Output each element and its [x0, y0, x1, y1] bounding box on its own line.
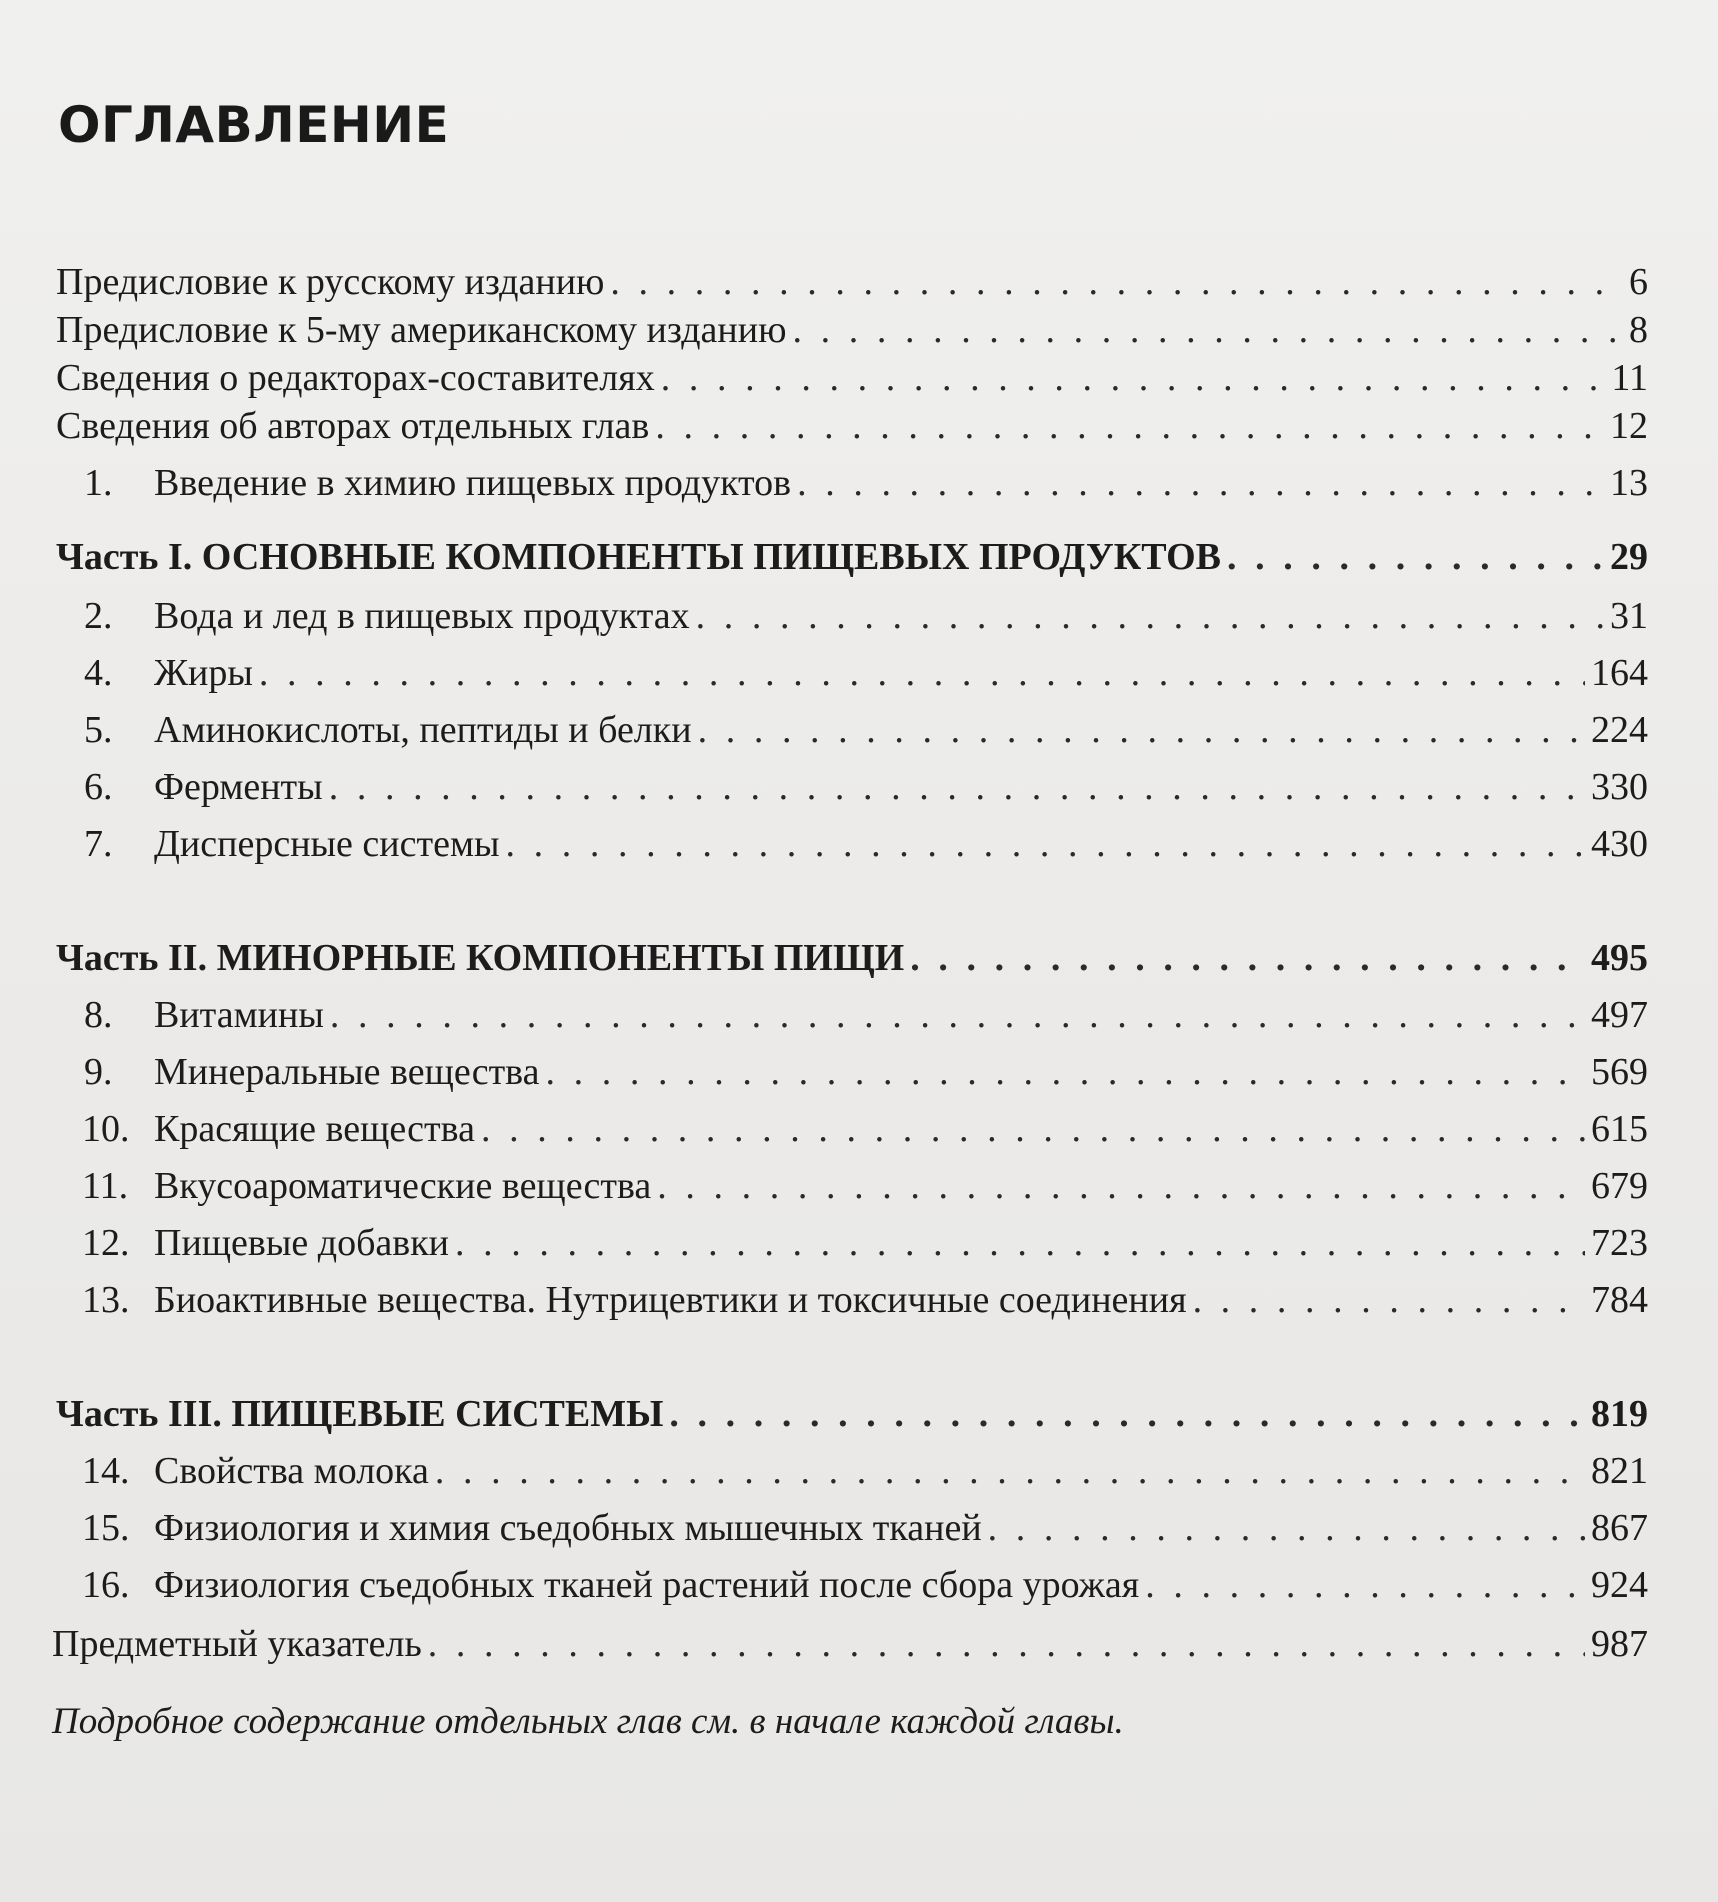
toc-entry-label: Ферменты	[154, 766, 323, 808]
dot-leader	[655, 402, 1604, 450]
dot-leader	[1145, 1561, 1585, 1609]
toc-entry-page: 679	[1591, 1165, 1648, 1207]
dot-leader	[910, 934, 1585, 982]
dot-leader	[329, 763, 1585, 811]
toc-entry-label: Предисловие к русскому изданию	[56, 261, 605, 303]
chapter-number: 13.	[82, 1279, 130, 1321]
toc-entry-index[interactable]	[52, 1620, 1648, 1668]
dot-leader	[610, 258, 1623, 306]
chapter-number: 10.	[82, 1108, 130, 1150]
dot-leader	[1193, 1276, 1585, 1324]
dot-leader	[330, 991, 1585, 1039]
toc-entry-label: Сведения об авторах отдельных глав	[56, 405, 650, 447]
toc-entry-page: 569	[1591, 1051, 1648, 1093]
toc-entry-label: Предметный указатель	[52, 1623, 422, 1665]
toc-entry-label: Пищевые добавки	[154, 1222, 450, 1264]
toc-entry-page: 12	[1610, 405, 1648, 447]
toc-part-3[interactable]	[56, 1390, 1648, 1438]
toc-entry-chapter-1[interactable]	[56, 459, 1648, 507]
toc-entry-label: Дисперсные системы	[154, 823, 500, 865]
dot-leader	[698, 706, 1585, 754]
toc-entry-page: 987	[1591, 1623, 1648, 1665]
toc-entry-label: Красящие вещества	[154, 1108, 475, 1150]
toc-entry-chapter-7[interactable]	[56, 820, 1648, 868]
dot-leader	[428, 1620, 1585, 1668]
toc-entry-chapter-9[interactable]	[56, 1048, 1648, 1096]
dot-leader	[481, 1105, 1585, 1153]
toc-part-2[interactable]	[56, 934, 1648, 982]
toc-entry-page: 924	[1591, 1564, 1648, 1606]
toc-entry-chapter-15[interactable]	[56, 1504, 1648, 1552]
toc-entry-page: 8	[1629, 309, 1648, 351]
toc-part-label: Часть I. ОСНОВНЫЕ КОМПОНЕНТЫ ПИЩЕВЫХ ПРОДУКТОВ	[56, 536, 1222, 578]
toc-entry-label: Аминокислоты, пептиды и белки	[154, 709, 692, 751]
toc-entry-label: Жиры	[154, 652, 253, 694]
toc-entry-chapter-2[interactable]	[56, 592, 1648, 640]
dot-leader	[988, 1504, 1585, 1552]
toc-entry-label: Витамины	[154, 994, 324, 1036]
dot-leader	[792, 306, 1623, 354]
toc-part-page: 819	[1591, 1393, 1648, 1435]
chapter-number: 11.	[82, 1165, 129, 1207]
chapter-number: 6.	[84, 766, 113, 808]
toc-entry-chapter-11[interactable]	[56, 1162, 1648, 1210]
toc-entry-page: 330	[1591, 766, 1648, 808]
toc-entry-label: Свойства молока	[154, 1450, 429, 1492]
toc-entry-label: Биоактивные вещества. Нутрицевтики и токсичные соединения	[154, 1279, 1187, 1321]
dot-leader	[669, 1390, 1585, 1438]
toc-entry-preface-american[interactable]	[56, 306, 1648, 354]
dot-leader	[546, 1048, 1586, 1096]
toc-entry-chapter-5[interactable]	[56, 706, 1648, 754]
toc-entry-chapter-16[interactable]	[56, 1561, 1648, 1609]
dot-leader	[1227, 533, 1604, 581]
toc-entry-page: 164	[1591, 652, 1648, 694]
toc-entry-editors[interactable]	[56, 354, 1648, 402]
toc-entry-label: Вода и лед в пищевых продуктах	[154, 595, 690, 637]
chapter-number: 7.	[84, 823, 113, 865]
toc-entry-chapter-13[interactable]	[56, 1276, 1648, 1324]
dot-leader	[259, 649, 1585, 697]
toc-entry-label: Введение в химию пищевых продуктов	[154, 462, 792, 504]
dot-leader	[455, 1219, 1585, 1267]
dot-leader	[435, 1447, 1585, 1495]
chapter-number: 2.	[84, 595, 113, 637]
toc-entry-page: 821	[1591, 1450, 1648, 1492]
toc-entry-page: 6	[1629, 261, 1648, 303]
toc-entry-chapter-4[interactable]	[56, 649, 1648, 697]
toc-entry-page: 723	[1591, 1222, 1648, 1264]
toc-entry-label: Физиология и химия съедобных мышечных тканей	[154, 1507, 982, 1549]
toc-entry-page: 615	[1591, 1108, 1648, 1150]
chapter-number: 14.	[82, 1450, 130, 1492]
toc-entry-page: 497	[1591, 994, 1648, 1036]
dot-leader	[661, 354, 1606, 402]
toc-part-label: Часть III. ПИЩЕВЫЕ СИСТЕМЫ	[56, 1393, 664, 1435]
page-title: ОГЛАВЛЕНИЕ	[58, 96, 450, 154]
toc-entry-chapter-12[interactable]	[56, 1219, 1648, 1267]
toc-entry-label: Минеральные вещества	[154, 1051, 540, 1093]
chapter-number: 16.	[82, 1564, 130, 1606]
toc-entry-label: Предисловие к 5-му американскому изданию	[56, 309, 787, 351]
toc-entry-label: Физиология съедобных тканей растений после сбора урожая	[154, 1564, 1140, 1606]
toc-part-page: 495	[1591, 937, 1648, 979]
chapter-number: 8.	[84, 994, 113, 1036]
toc-entry-label: Вкусоароматические вещества	[154, 1165, 652, 1207]
toc-entry-chapter-8[interactable]	[56, 991, 1648, 1039]
toc-entry-page: 13	[1610, 462, 1648, 504]
chapter-number: 12.	[82, 1222, 130, 1264]
toc-entry-chapter-14[interactable]	[56, 1447, 1648, 1495]
toc-entry-authors[interactable]	[56, 402, 1648, 450]
dot-leader	[657, 1162, 1585, 1210]
toc-entry-page: 11	[1611, 357, 1648, 399]
chapter-number: 4.	[84, 652, 113, 694]
dot-leader	[696, 592, 1604, 640]
dot-leader	[797, 459, 1604, 507]
toc-entry-page: 31	[1610, 595, 1648, 637]
toc-part-1[interactable]	[56, 533, 1648, 581]
toc-entry-page: 430	[1591, 823, 1648, 865]
chapter-number: 5.	[84, 709, 113, 751]
toc-entry-chapter-6[interactable]	[56, 763, 1648, 811]
toc-entry-preface-russian[interactable]	[56, 258, 1648, 306]
toc-entry-page: 224	[1591, 709, 1648, 751]
chapter-number: 1.	[84, 462, 113, 504]
chapter-number: 9.	[84, 1051, 113, 1093]
dot-leader	[506, 820, 1585, 868]
chapter-number: 15.	[82, 1507, 130, 1549]
toc-entry-page: 867	[1591, 1507, 1648, 1549]
toc-part-label: Часть II. МИНОРНЫЕ КОМПОНЕНТЫ ПИЩИ	[56, 937, 905, 979]
toc-entry-label: Сведения о редакторах-составителях	[56, 357, 655, 399]
toc-entry-page: 784	[1591, 1279, 1648, 1321]
footnote: Подробное содержание отдельных глав см. в начале каждой главы.	[52, 1701, 1124, 1742]
toc-entry-chapter-10[interactable]	[56, 1105, 1648, 1153]
toc-part-page: 29	[1610, 536, 1648, 578]
